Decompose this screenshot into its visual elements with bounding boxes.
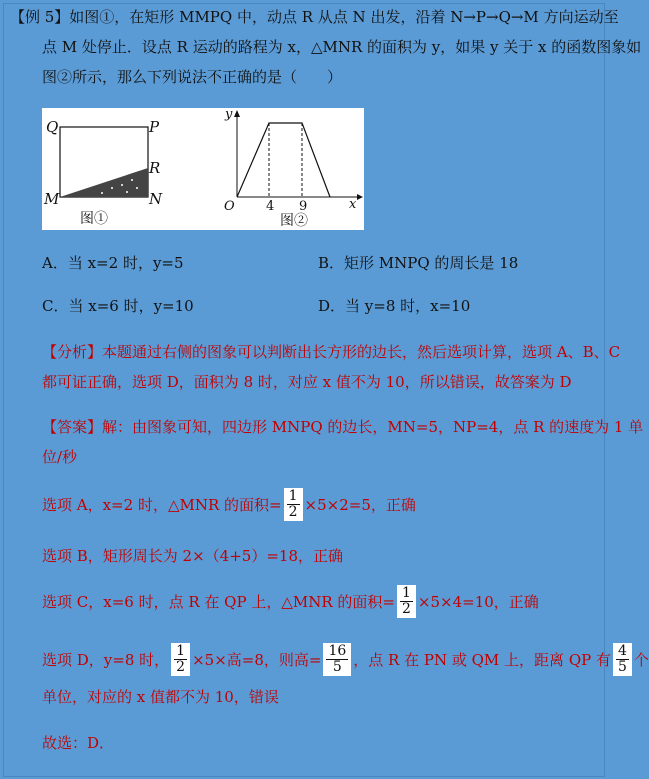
figure-2-axis-y: y [225, 107, 233, 122]
fraction-box [613, 643, 632, 676]
figure-2-tick-4: 4 [266, 199, 275, 214]
fraction-denominator: 2 [288, 504, 298, 520]
figure-2-axis-x: x [349, 197, 357, 212]
fraction-numerator: 1 [176, 643, 186, 659]
fraction-denominator: 5 [332, 659, 342, 675]
answer-d-middle: ×5×高=8，则高= [192, 651, 322, 669]
final-answer: 故选：D． [42, 734, 115, 752]
label-r: R [149, 159, 161, 177]
figure-2-origin: O [224, 199, 235, 214]
answer-a-middle: ×5×2 [304, 495, 349, 514]
label-m: M [44, 190, 60, 208]
option-b: B．矩形 MNPQ 的周长是 18 [318, 254, 519, 272]
answer-c-prefix: 选项 C，x=6 时，点 R 在 QP 上，△MNR 的面积= [42, 593, 395, 611]
answer-option-d [42, 643, 649, 676]
answer-option-c [42, 585, 539, 618]
figure-2-tick-9: 9 [299, 199, 308, 214]
analysis-line-2: 都可证正确，选项 D，面积为 8 时，对应 x 值不为 10，所以错误，故答案为 D [42, 373, 572, 391]
label-p: P [149, 118, 160, 136]
fraction-denominator: 2 [402, 601, 411, 617]
fraction-denominator: 5 [618, 659, 627, 675]
option-c: C．当 x=6 时，y=10 [42, 297, 194, 315]
question-line-3: 图②所示，那么下列说法不正确的是（ ） [42, 68, 343, 86]
fraction-numerator: 4 [618, 643, 627, 659]
label-n: N [149, 190, 163, 208]
answer-d-middle-2: ，点 R 在 PN 或 QM 上，距离 QP 有 [353, 651, 611, 669]
answer-d-prefix: 选项 D，y=8 时， [42, 651, 170, 669]
fraction-box [397, 585, 416, 618]
fraction-numerator: 16 [328, 643, 347, 659]
answer-c-middle: ×5×4 [417, 592, 463, 611]
answer-d-suffix: 个 [633, 651, 649, 669]
fraction-box [171, 643, 190, 676]
fraction-box [323, 643, 351, 676]
figure-panel [42, 108, 364, 230]
answer-option-a [42, 488, 416, 521]
label-q: Q [46, 118, 59, 136]
fraction-denominator: 2 [176, 659, 186, 675]
fraction-numerator: 1 [288, 488, 298, 504]
option-d: D．当 y=8 时，x=10 [318, 297, 471, 315]
question-line-1: 【例 5】如图①，在矩形 MMPQ 中，动点 R 从点 N 出发，沿着 N→P→Q→M 方向运动至 [10, 8, 619, 26]
option-a: A．当 x=2 时，y=5 [42, 254, 184, 272]
answer-line-1: 【答案】解：由图象可知，四边形 MNPQ 的边长，MN=5，NP=4，点 R 的速度为 1 单 [42, 418, 644, 436]
answer-c-suffix: =10，正确 [462, 593, 539, 611]
figure-2-caption: 图② [280, 213, 308, 229]
analysis-line-1: 【分析】本题通过右侧的图象可以判断出长方形的边长，然后选项计算，选项 A、B、C [42, 343, 621, 361]
question-line-2: 点 M 处停止．设点 R 运动的路程为 x，△MNR 的面积为 y，如果 y 关于 x 的函数图象如 [42, 38, 642, 56]
answer-option-b: 选项 B，矩形周长为 2×（4+5）=18，正确 [42, 547, 343, 565]
figure-1-caption: 图① [80, 211, 108, 227]
answer-d-line-2: 单位，对应的 x 值都不为 10，错误 [42, 688, 279, 706]
fraction-numerator: 1 [402, 585, 411, 601]
answer-a-suffix: =5，正确 [348, 496, 416, 514]
answer-a-prefix: 选项 A，x=2 时，△MNR 的面积= [42, 496, 282, 514]
answer-line-2: 位/秒 [42, 448, 78, 466]
fraction-box [284, 488, 303, 521]
